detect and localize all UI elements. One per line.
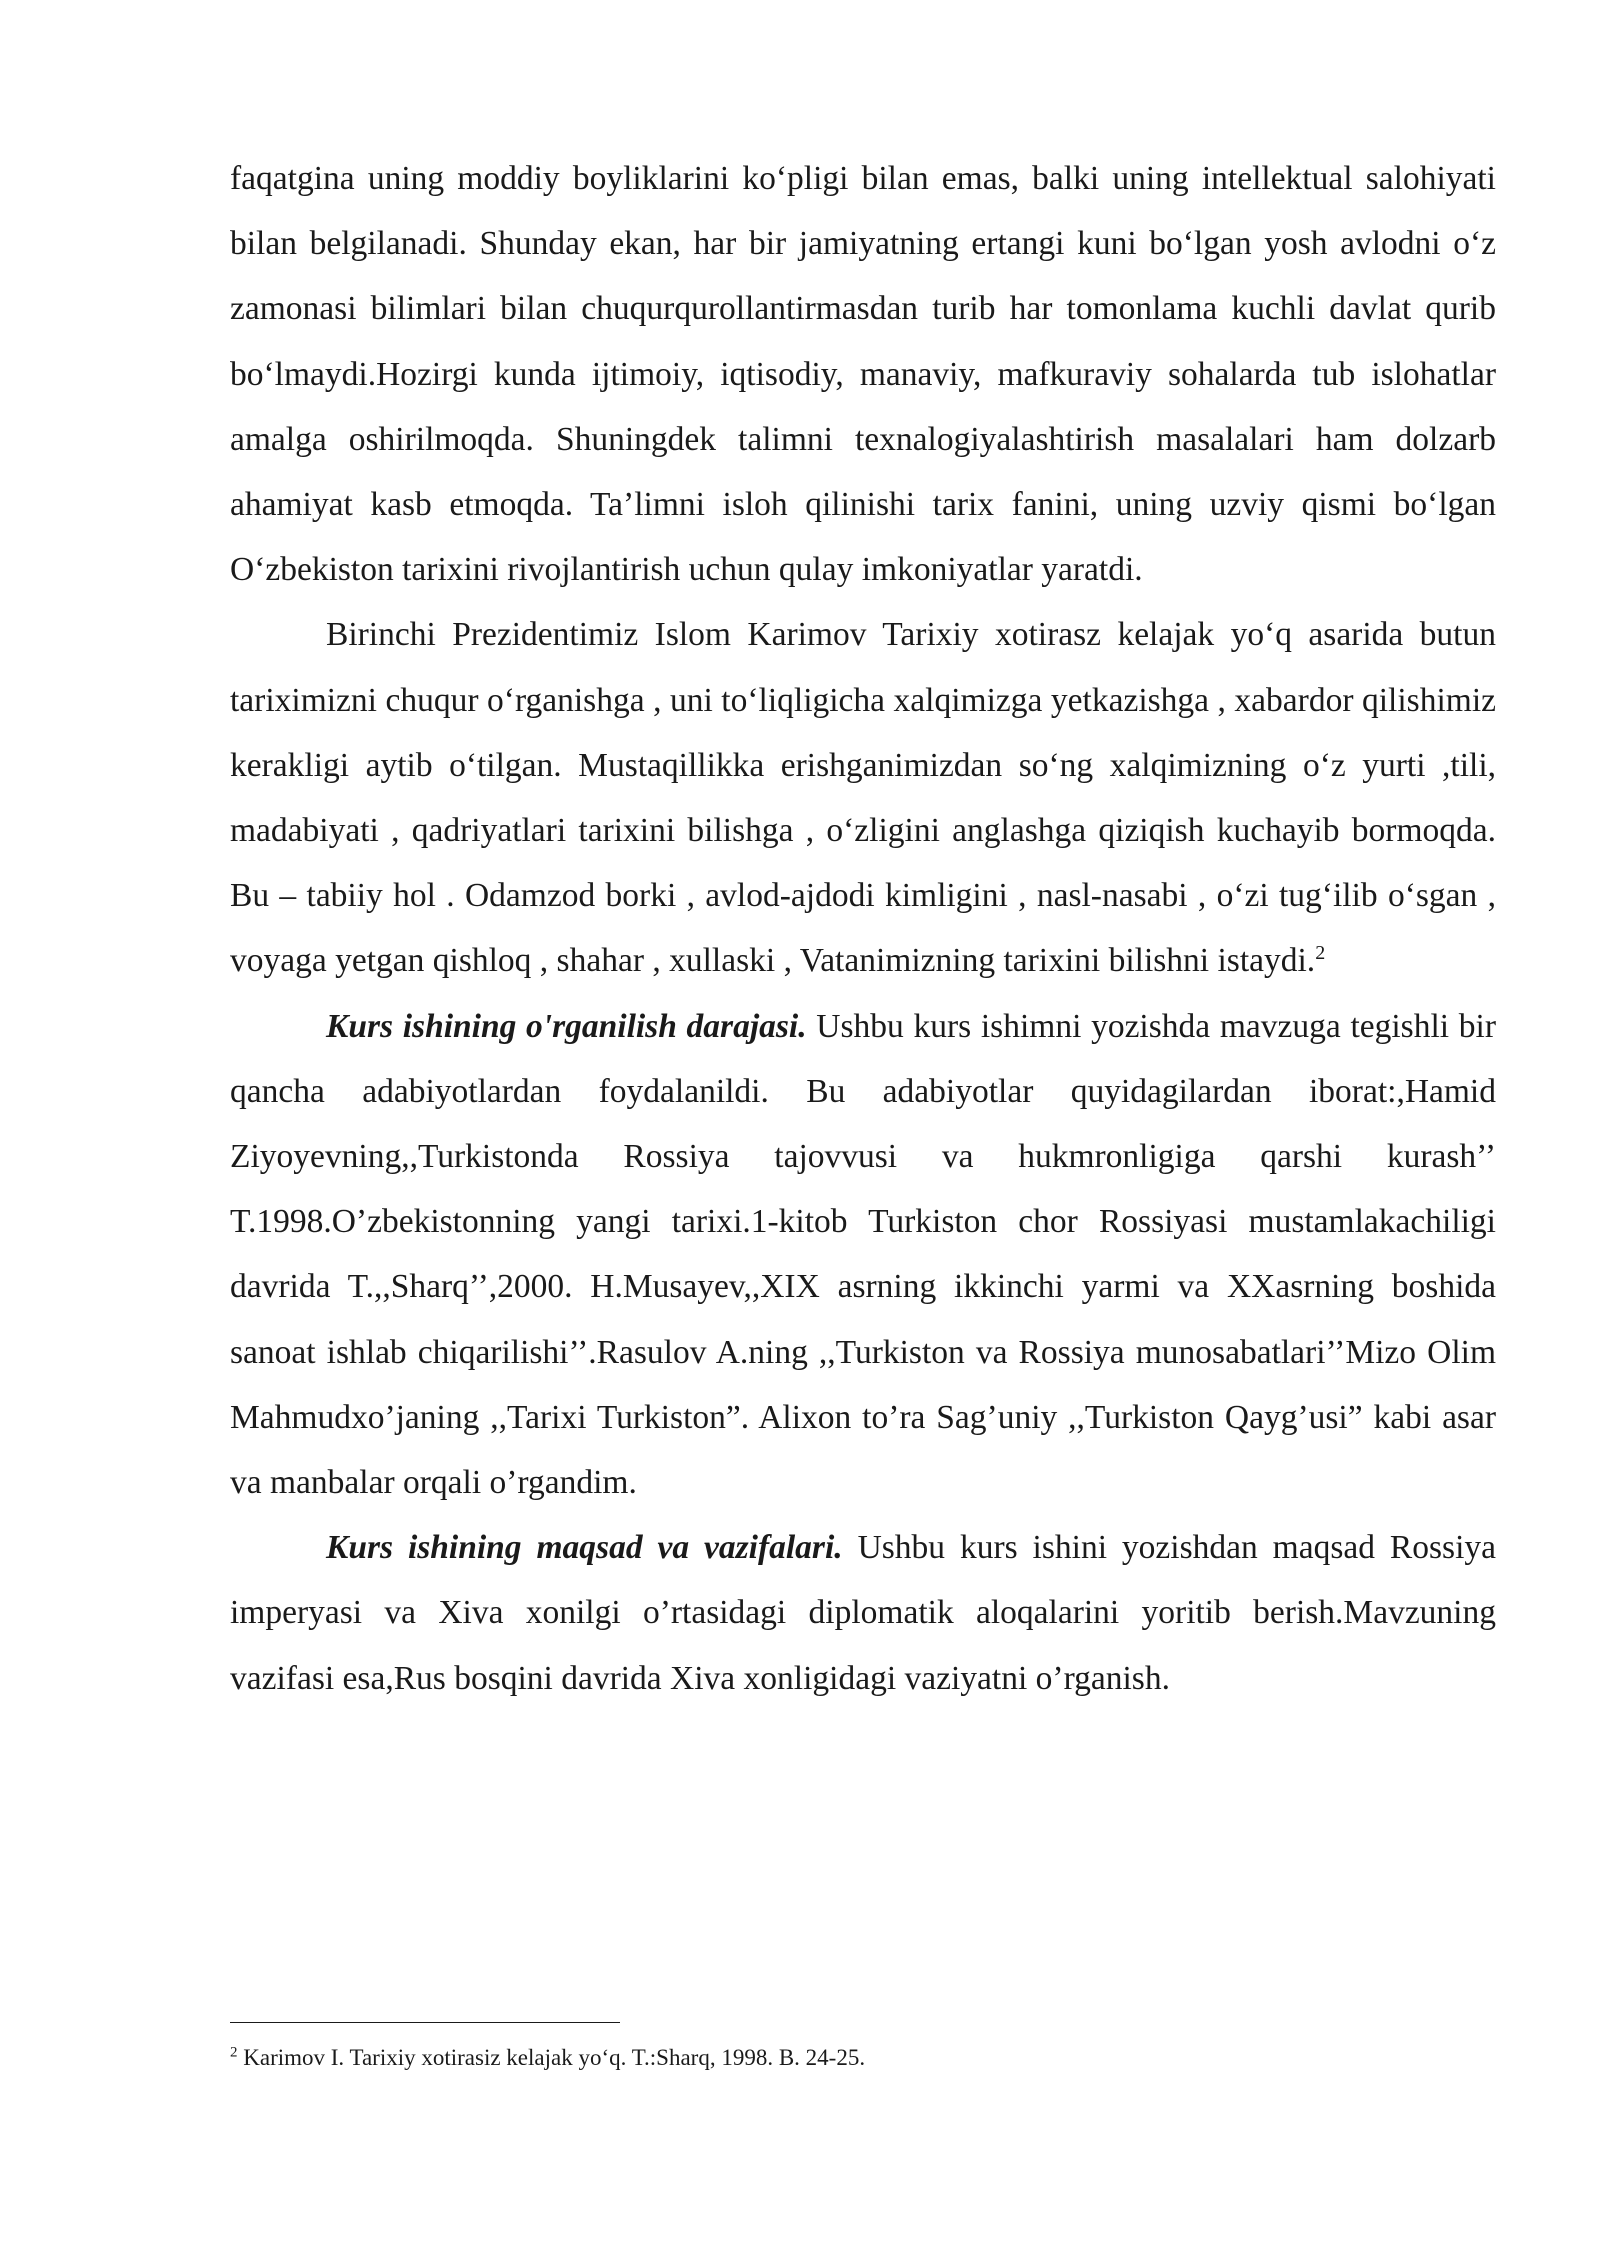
paragraph-goals-text: Ushbu kurs ishini yozishdan maqsad Rossiya imperyasi va Xiva xonilgi o’rtasidagi diplomatik aloqalarini yoritib berish.Mavzuning vazifasi esa,Rus bosqini davrida Xiva xonligidagi vaziyatni o’rganish.: [230, 1529, 1497, 1697]
paragraph-karimov-text: Birinchi Prezidentimiz Islom Karimov Tarixiy xotirasz kelajak yo‘q asarida butun tariximizni chuqur o‘rganishga , uni to‘liqligicha xalqimizga yetkazishga , xabardor qilishimiz kerakligi aytib o‘tilgan. Mustaqillikka erishganimizdan so‘ng xalqimizning o‘z yurti ,tili, madabiyati , qadriyatlari tarixini bilishga , o‘zligini anglashga qiziqish kuchayib bormoqda. Bu – tabiiy hol . Odamzod borki , avlod-ajdodi kimligini , nasl-nasabi , o‘zi tug‘ilib o‘sgan , voyaga yetgan qishloq , shahar , xullaski , Vatanimizning tarixini bilishni istaydi.: [230, 616, 1496, 980]
paragraph-intro-text: faqatgina uning moddiy boyliklarini ko‘pligi bilan emas, balki uning intellektual salohiyati bilan belgilanadi. Shunday ekan, har bir jamiyatning ertangi kuni bo‘lgan yosh avlodni o‘z zamonasi bilimlari bilan chuqurqurollantirmasdan turib har tomonlama kuchli davlat qurib bo‘lmaydi.Hozirgi kunda ijtimoiy, iqtisodiy, manaviy, mafkuraviy sohalarda tub islohatlar amalga oshirilmoqda. Shuningdek talimni texnalogiyalashtirish masalalari ham dolzarb ahamiyat kasb etmoqda. Ta’limni isloh qilinishi tarix fanini, uning uzviy qismi bo‘lgan O‘zbekiston tarixini rivojlantirish uchun qulay imkoniyatlar yaratdi.: [230, 160, 1496, 589]
section-heading-goals: Kurs ishining maqsad va vazifalari.: [326, 1529, 843, 1567]
footnote: [230, 2043, 865, 2073]
paragraph-intro: [230, 146, 1496, 602]
paragraph-goals: [230, 1515, 1496, 1711]
footnote-reference[interactable]: 2: [1315, 942, 1326, 965]
footnote-text: Karimov I. Tarixiy xotirasiz kelajak yo‘q. T.:Sharq, 1998. B. 24-25.: [237, 2045, 866, 2070]
document-body: [230, 146, 1496, 1711]
paragraph-research-level-text: Ushbu kurs ishimni yozishda mavzuga tegishli bir qancha adabiyotlardan foydalanildi. Bu adabiyotlar quyidagilardan iborat:,Hamid Ziyoyevning,,Turkistonda Rossiya tajovvusi va hukmronligiga qarshi kurash’’ T.1998.O’zbekistonning yangi tarixi.1-kitob Turkiston chor Rossiyasi mustamlakachiligi davrida T.,,Sharq’’,2000. H.Musayev,,XIX asrning ikkinchi yarmi va XXasrning boshida sanoat ishlab chiqarilishi’’.Rasulov A.ning ,,Turkiston va Rossiya munosabatlari’’Mizo Olim Mahmudxo’janing ,,Tarixi Turkiston”. Alixon to’ra Sag’uniy ,,Turkiston Qayg’usi” kabi asar va manbalar orqali o’rgandim.: [230, 1007, 1496, 1502]
footnote-number: 2: [230, 2044, 238, 2061]
paragraph-karimov: [230, 602, 1496, 993]
section-heading-research-level: Kurs ishining o'rganilish darajasi.: [326, 1007, 807, 1045]
footnote-divider: [230, 2022, 620, 2023]
paragraph-research-level: [230, 994, 1496, 1516]
